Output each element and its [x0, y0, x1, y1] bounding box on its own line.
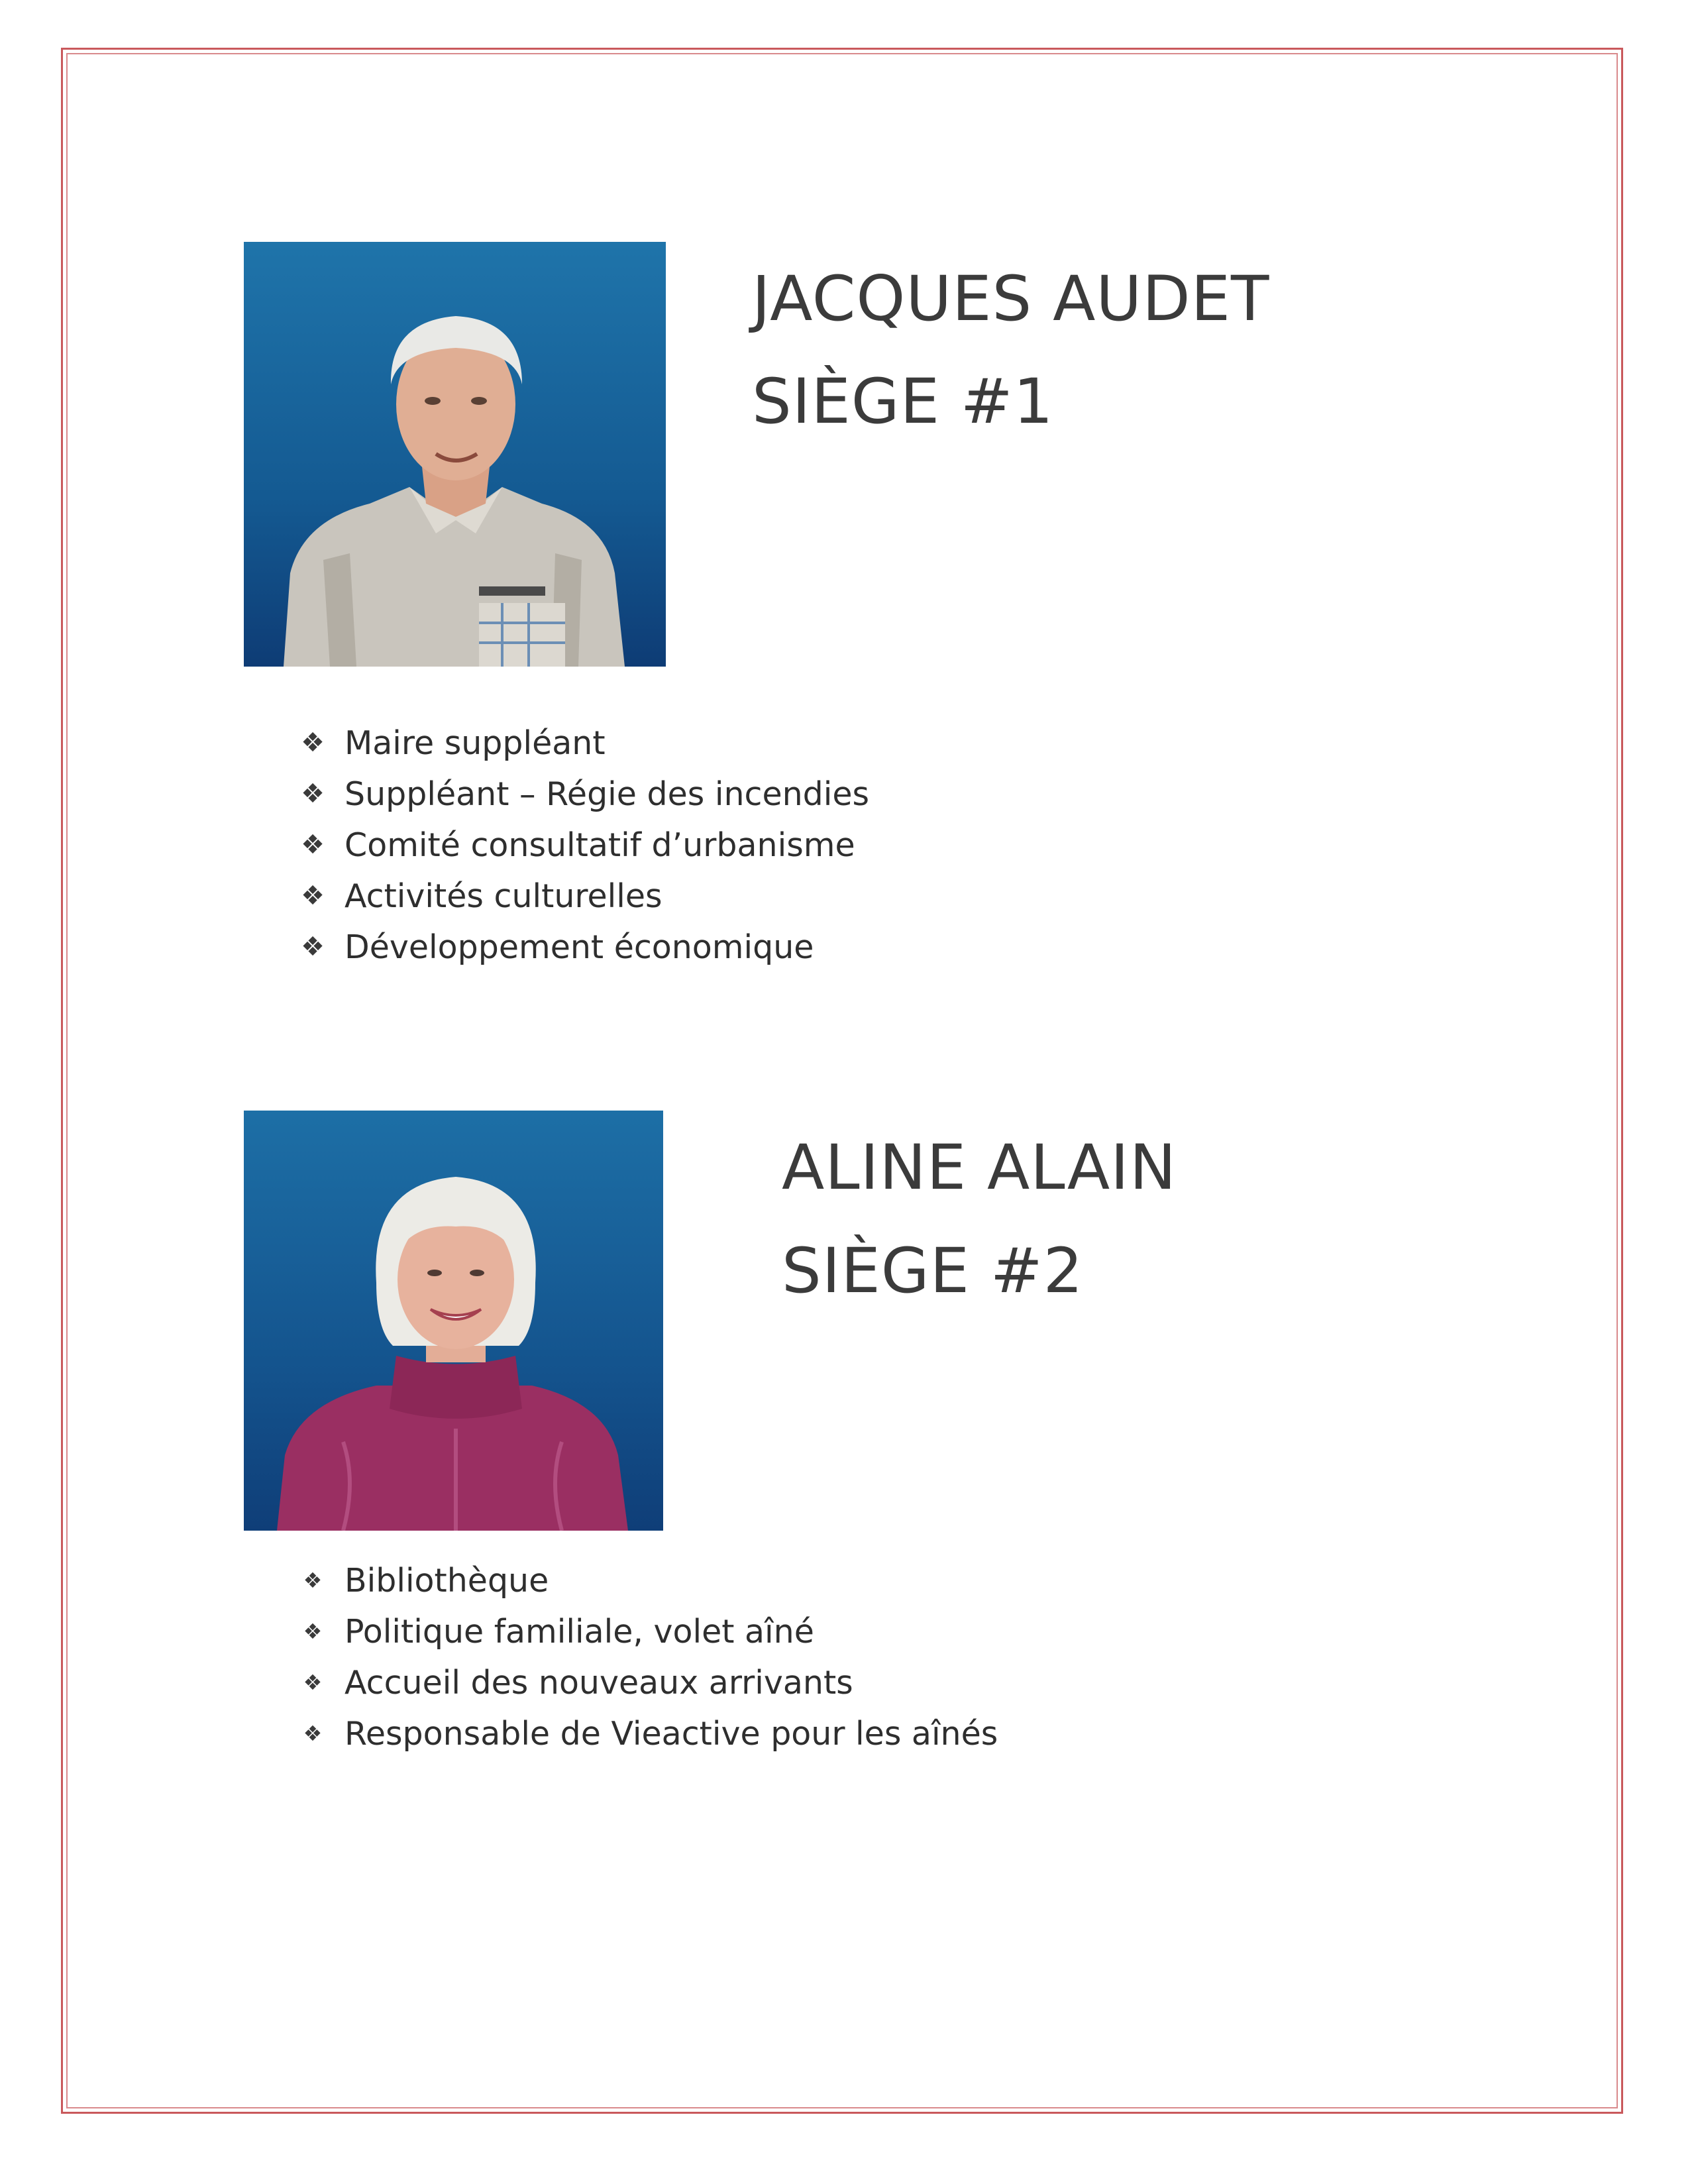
member-seat: SIÈGE #1 — [752, 366, 1054, 438]
diamond-four-icon: ❖ — [303, 1619, 323, 1644]
diamond-four-icon: ❖ — [303, 1568, 323, 1593]
member-name: ALINE ALAIN — [782, 1132, 1177, 1204]
diamond-four-icon: ❖ — [301, 779, 325, 809]
member-seat: SIÈGE #2 — [782, 1235, 1084, 1307]
diamond-four-icon: ❖ — [301, 830, 325, 860]
member-photo-aline-alain — [244, 1111, 663, 1531]
diamond-four-icon: ❖ — [301, 881, 325, 911]
diamond-four-icon: ❖ — [301, 932, 325, 962]
diamond-four-icon: ❖ — [301, 728, 325, 758]
member-photo-jacques-audet — [244, 242, 666, 667]
diamond-four-icon: ❖ — [303, 1670, 323, 1695]
member-name: JACQUES AUDET — [752, 263, 1270, 335]
diamond-four-icon: ❖ — [303, 1721, 323, 1746]
